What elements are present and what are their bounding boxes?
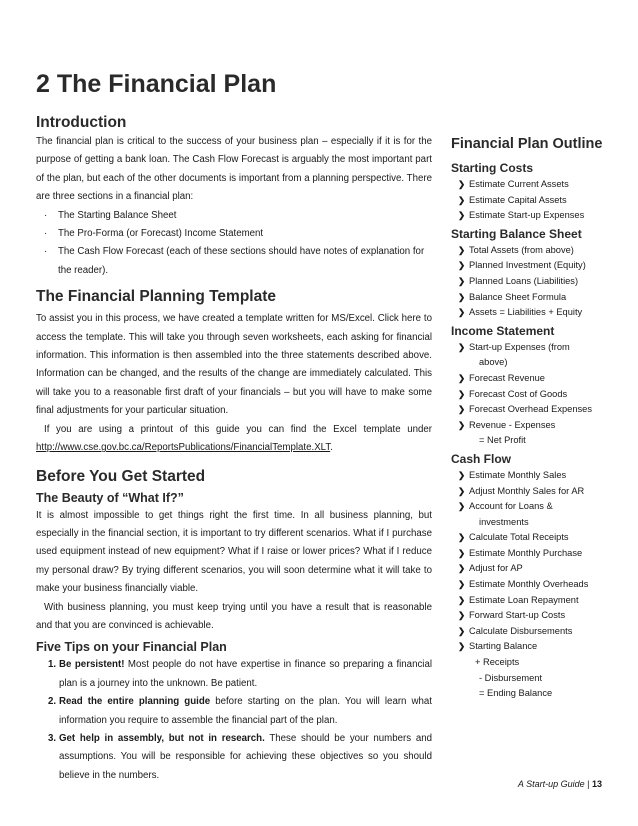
list-item: ❯ Forecast Revenue	[469, 371, 611, 387]
chevron-right-icon: ❯	[458, 291, 466, 302]
cash-flow-heading: Cash Flow	[451, 451, 512, 466]
chevron-right-icon: ❯	[458, 625, 466, 636]
list-item: ❯ Assets = Liabilities + Equity	[469, 305, 611, 321]
chevron-right-icon: ❯	[458, 485, 466, 496]
template-paragraph-2: If you are using a printout of this guide you can find the Excel template under http://www.cse.gov.bc.ca/ReportsPublications/FinancialTemplate.XLT.	[36, 423, 432, 454]
chevron-right-icon: ❯	[458, 610, 466, 621]
bullet-dot-icon: ·	[44, 246, 48, 258]
bullet-dot-icon: ·	[44, 228, 48, 240]
footer-separator: |	[587, 779, 590, 789]
what-if-paragraph: It is almost impossible to get things right the first time. In all business planning, but especially in the financial section, it is important to try different scenarios. What if I purchase used equipment instead of new equipment? What if I raise or lower prices? What if I reduce my personal draw? By trying different scenarios, you will soon determine what it will take to make your business financially viable.	[36, 509, 432, 595]
chevron-right-icon: ❯	[458, 194, 466, 205]
chevron-right-icon: ❯	[458, 641, 466, 652]
list-item: · The Cash Flow Forecast (each of these sections should have notes of explanation for the reader).	[58, 243, 432, 280]
list-item-continuation: - Disbursement	[479, 672, 543, 683]
chevron-right-icon: ❯	[458, 244, 466, 255]
chevron-right-icon: ❯	[458, 372, 466, 383]
list-item: ❯ Forecast Cost of Goods	[469, 387, 611, 403]
list-item-continuation: = Net Profit	[479, 435, 526, 446]
starting-balance-list	[451, 243, 611, 321]
cash-flow-list	[451, 468, 611, 702]
list-item: ❯ Estimate Monthly Sales	[469, 468, 611, 484]
chevron-right-icon: ❯	[458, 532, 466, 543]
list-item: ❯ Calculate Total Receipts	[469, 530, 611, 546]
intro-paragraph: The financial plan is critical to the success of your business plan – especially if it is for the purpose of getting a bank loan. The Cash Flow Forecast is arguably the most important part of the plan, but each of the other documents is important from a planning perspective. There are three sections in a financial plan:	[36, 136, 432, 203]
list-item: · The Pro-Forma (or Forecast) Income Statement	[58, 225, 432, 243]
list-item: ❯ Balance Sheet Formula	[469, 290, 611, 306]
list-item: ❯ Start-up Expenses (from	[469, 340, 611, 356]
chevron-right-icon: ❯	[458, 563, 466, 574]
chapter-title: 2 The Financial Plan	[36, 70, 277, 98]
outline-title: Financial Plan Outline	[451, 136, 603, 152]
chevron-right-icon: ❯	[458, 579, 466, 590]
template-link[interactable]: http://www.cse.gov.bc.ca/ReportsPublications/FinancialTemplate.XLT	[36, 442, 331, 454]
chevron-right-icon: ❯	[458, 594, 466, 605]
chevron-right-icon: ❯	[458, 404, 466, 415]
before-heading: Before You Get Started	[36, 467, 206, 485]
main-column	[36, 113, 432, 785]
list-item: ❯ Adjust Monthly Sales for AR	[469, 484, 611, 500]
list-item: ❯ Planned Loans (Liabilities)	[469, 274, 611, 290]
list-item-continuation: investments	[479, 516, 529, 527]
chevron-right-icon: ❯	[458, 307, 466, 318]
chevron-right-icon: ❯	[458, 501, 466, 512]
bullet-dot-icon: ·	[44, 209, 48, 221]
list-item-continuation: = Ending Balance	[479, 688, 553, 699]
chevron-right-icon: ❯	[458, 260, 466, 271]
what-if-subheading: The Beauty of “What If?”	[36, 490, 184, 505]
list-item-continuation: + Receipts	[475, 657, 520, 668]
list-item: ❯ Estimate Start-up Expenses	[469, 208, 611, 224]
template-paragraph: To assist you in this process, we have created a template written for MS/Excel. Click here to access the template. This will take you through seven worksheets, each asking for financial information. This information is then assembled into the three statements described above. Information can be changed, and the results of the change are immediately calculated. This will take you to a reasonable first draft of your financials – but you will have to make some final adjustments for your particular situation.	[36, 313, 432, 417]
list-item: ❯ Estimate Capital Assets	[469, 193, 611, 209]
list-item: ❯ Adjust for AP	[469, 561, 611, 577]
list-item: ❯ Calculate Disbursements	[469, 624, 611, 640]
starting-costs-heading: Starting Costs	[451, 161, 534, 175]
income-statement-list	[451, 340, 611, 449]
chevron-right-icon: ❯	[458, 179, 466, 189]
intro-bullets	[36, 207, 432, 281]
list-item: ❯ Estimate Current Assets	[469, 177, 611, 193]
tips-list	[36, 656, 432, 785]
chevron-right-icon: ❯	[458, 547, 466, 558]
chevron-right-icon: ❯	[458, 275, 466, 286]
list-item-continuation: above)	[479, 357, 508, 368]
list-item: ❯ Estimate Monthly Purchase	[469, 546, 611, 562]
page-number: 13	[591, 779, 602, 789]
tip-item: 1. Be persistent! Most people do not have expertise in finance so preparing a financial plan is a journey into the unknown. Be patient.	[48, 659, 432, 689]
tip-item: 2. Read the entire planning guide before starting on the plan. You will learn what information you require to assemble the financial part of the plan.	[48, 696, 432, 726]
page-footer	[518, 779, 602, 789]
list-item: ❯ Starting Balance	[469, 639, 611, 655]
income-statement-heading: Income Statement	[451, 323, 555, 338]
intro-heading: Introduction	[36, 114, 127, 131]
list-item: ❯ Forecast Overhead Expenses	[469, 402, 611, 418]
footer-source: A Start-up Guide	[517, 779, 585, 789]
outline-sidebar	[451, 136, 611, 704]
chevron-right-icon: ❯	[458, 388, 466, 399]
list-item: ❯ Estimate Monthly Overheads	[469, 577, 611, 593]
list-item: ❯ Revenue - Expenses	[469, 418, 611, 434]
tips-heading: Five Tips on your Financial Plan	[36, 640, 227, 655]
chevron-right-icon: ❯	[458, 210, 466, 221]
chevron-right-icon: ❯	[458, 469, 466, 480]
tip-item: 3. Get help in assembly, but not in research. These should be your numbers and assumptions. You will be responsible for achieving these objectives so you should believe in the numbers.	[48, 732, 432, 781]
list-item: · The Starting Balance Sheet	[58, 207, 432, 225]
list-item: ❯ Estimate Loan Repayment	[469, 593, 611, 609]
what-if-paragraph-2: With business planning, you must keep trying until you have a result that is reasonable and that you are convinced is achievable.	[36, 601, 432, 631]
list-item: ❯ Total Assets (from above)	[469, 243, 611, 259]
starting-balance-heading: Starting Balance Sheet	[451, 226, 582, 241]
chevron-right-icon: ❯	[458, 341, 466, 352]
template-heading: The Financial Planning Template	[36, 288, 277, 306]
list-item: ❯ Forward Start-up Costs	[469, 608, 611, 624]
list-item: ❯ Account for Loans &	[469, 499, 611, 515]
starting-costs-list	[451, 177, 611, 224]
list-item: ❯ Planned Investment (Equity)	[469, 258, 611, 274]
chevron-right-icon: ❯	[458, 419, 466, 430]
